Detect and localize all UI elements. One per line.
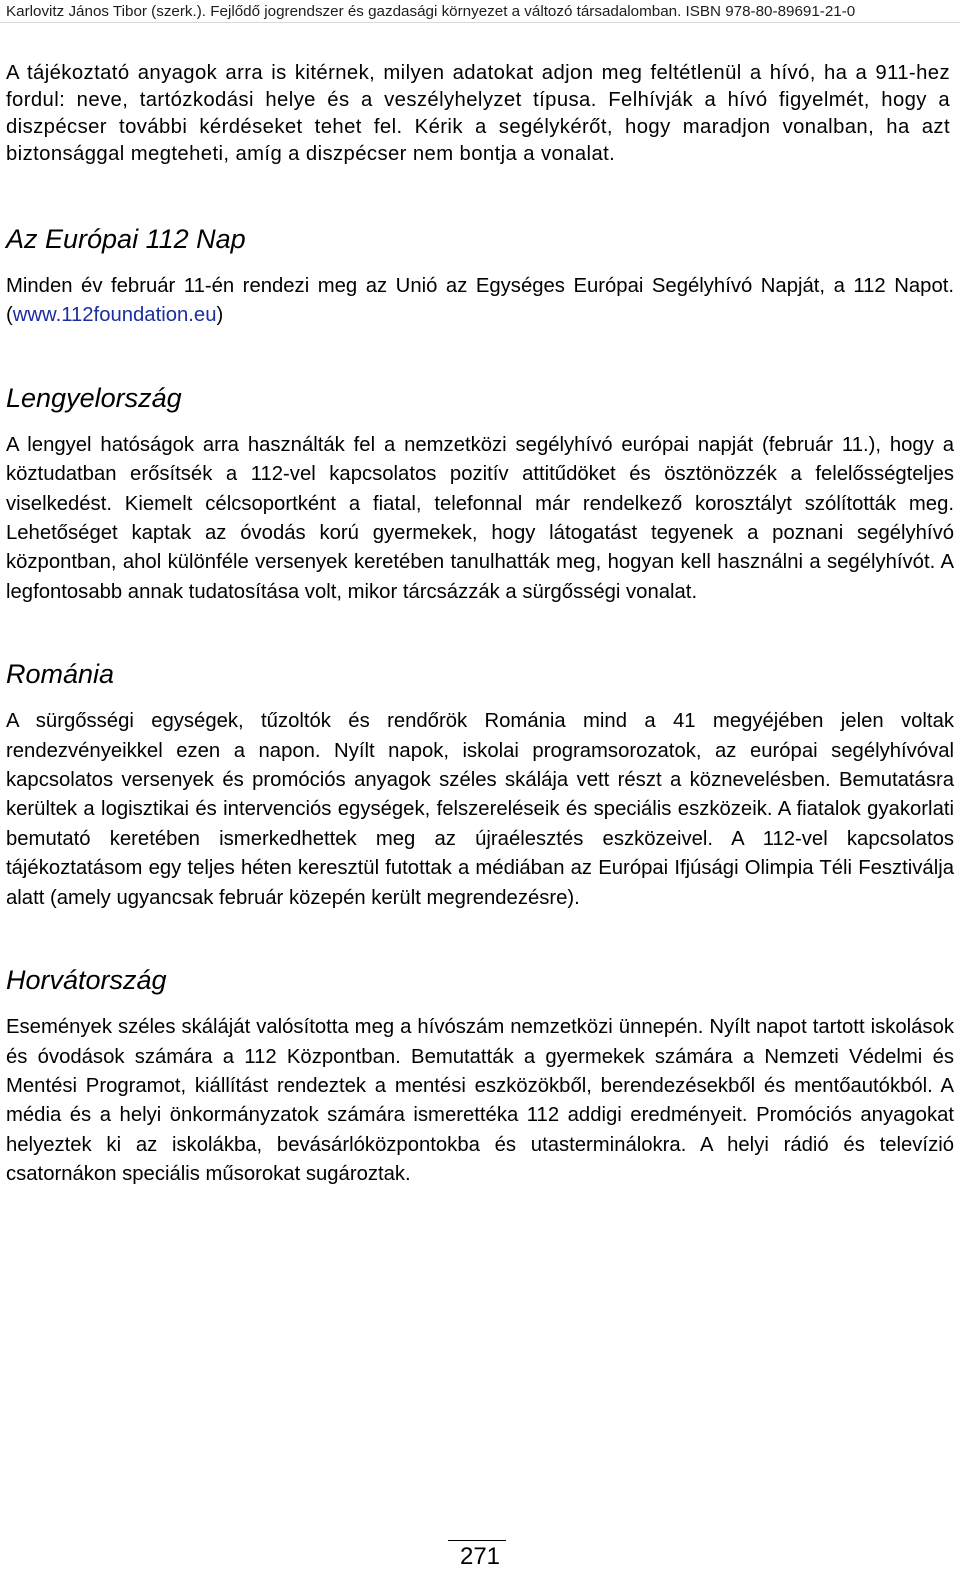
heading-croatia: Horvátország — [6, 965, 167, 996]
running-header — [0, 0, 960, 24]
romania-paragraph: A sürgősségi egységek, tűzoltók és rendőrök Románia mind a 41 megyéjében jelen voltak rendezvényeikkel ezen a napon. Nyílt napok, iskolai programsorozatok, az európai segélyhívóval kapcsolatos versenyek és promóciós anyagok széles skálája vett részt a köznevelésben. Bemutatásra kerültek a logisztikai és intervenciós egységek, felszereléseik és speciális eszközeik. A fiatalok gyakorlati bemutató keretében ismerkedhettek meg az újraélesztés eszközeivel. A 112-vel kapcsolatos tájékoztatásom egy teljes héten keresztül futottak a médiában az Európai Ifjúsági Olimpia Téli Fesztiválja alatt (amely ugyancsak február közepén került megrendezésre). — [6, 710, 954, 909]
page-number: 271 — [459, 1543, 501, 1570]
intro-paragraph: A tájékoztató anyagok arra is kitérnek, milyen adatokat adjon meg feltétlenül a hívó, ha a 911-hez fordul: neve, tartózkodási helye és a veszélyhelyzet típusa. Felhívják a hívó figyelmét, hogy a diszpécser további kérdéseket tehet fel. Kérik a segélykérőt, hogy maradjon vonalban, ha azt biztonsággal megteheti, amíg a diszpécser nem bontja a vonalat. — [6, 62, 950, 165]
european-day-text-end: ) — [216, 304, 224, 327]
heading-poland: Lengyelország — [6, 382, 182, 413]
header-divider — [0, 22, 960, 23]
page-content — [6, 60, 954, 1190]
croatia-paragraph: Események széles skáláját valósította meg a hívószám nemzetközi ünnepén. Nyílt napot tartott iskolások és óvodások számára a 112 Központban. Bemutatták a gyermekek számára a Nemzeti Védelmi és Mentési Programot, kiállítást rendeztek a mentési eszközökből, berendezésekből és mentőautókból. A média és a helyi önkormányzatok számára ismerettéka 112 addigi eredményeit. Promóciós anyagokat helyeztek ki az iskolákba, bevásárlóközpontokba és utasterminálokra. A helyi rádió és televízió csatornákon speciális műsorokat sugároztak. — [6, 1016, 954, 1186]
foundation-link[interactable]: www.112foundation.eu — [12, 304, 217, 327]
heading-european-112-day: Az Európai 112 Nap — [6, 224, 246, 254]
heading-romania: Románia — [6, 659, 115, 690]
poland-paragraph: A lengyel hatóságok arra használták fel a nemzetközi segélyhívó európai napját (február 11.), hogy a köztudatban erősítsék a 112-vel kapcsolatos pozitív attitűdöket és ösztönözzék a felelősségteljes viselkedést. Kiemelt célcsoportként a fiatal, telefonnal már rendelkező korosztályt szólították meg. Lehetőséget kaptak az óvodás korú gyermekek, hogy látogatást tegyenek a poznani segélyhívó központban, ahol különféle versenyek keretében tanulhatták meg, hogyan kell használni a segélyhívót. A legfontosabb annak tudatosítása volt, mikor tárcsázzák a sürgősségi vonalat. — [6, 433, 954, 603]
european-day-text: Minden év február 11-én rendezi meg az Unió az Egységes Európai Segélyhívó Napját, a 112 Napot. ( — [6, 275, 954, 327]
european-day-paragraph — [6, 272, 954, 331]
running-header-title: Karlovitz János Tibor (szerk.). Fejlődő jogrendszer és gazdasági környezet a változó társadalomban. ISBN 978-80-89691-21-0 — [6, 3, 856, 20]
